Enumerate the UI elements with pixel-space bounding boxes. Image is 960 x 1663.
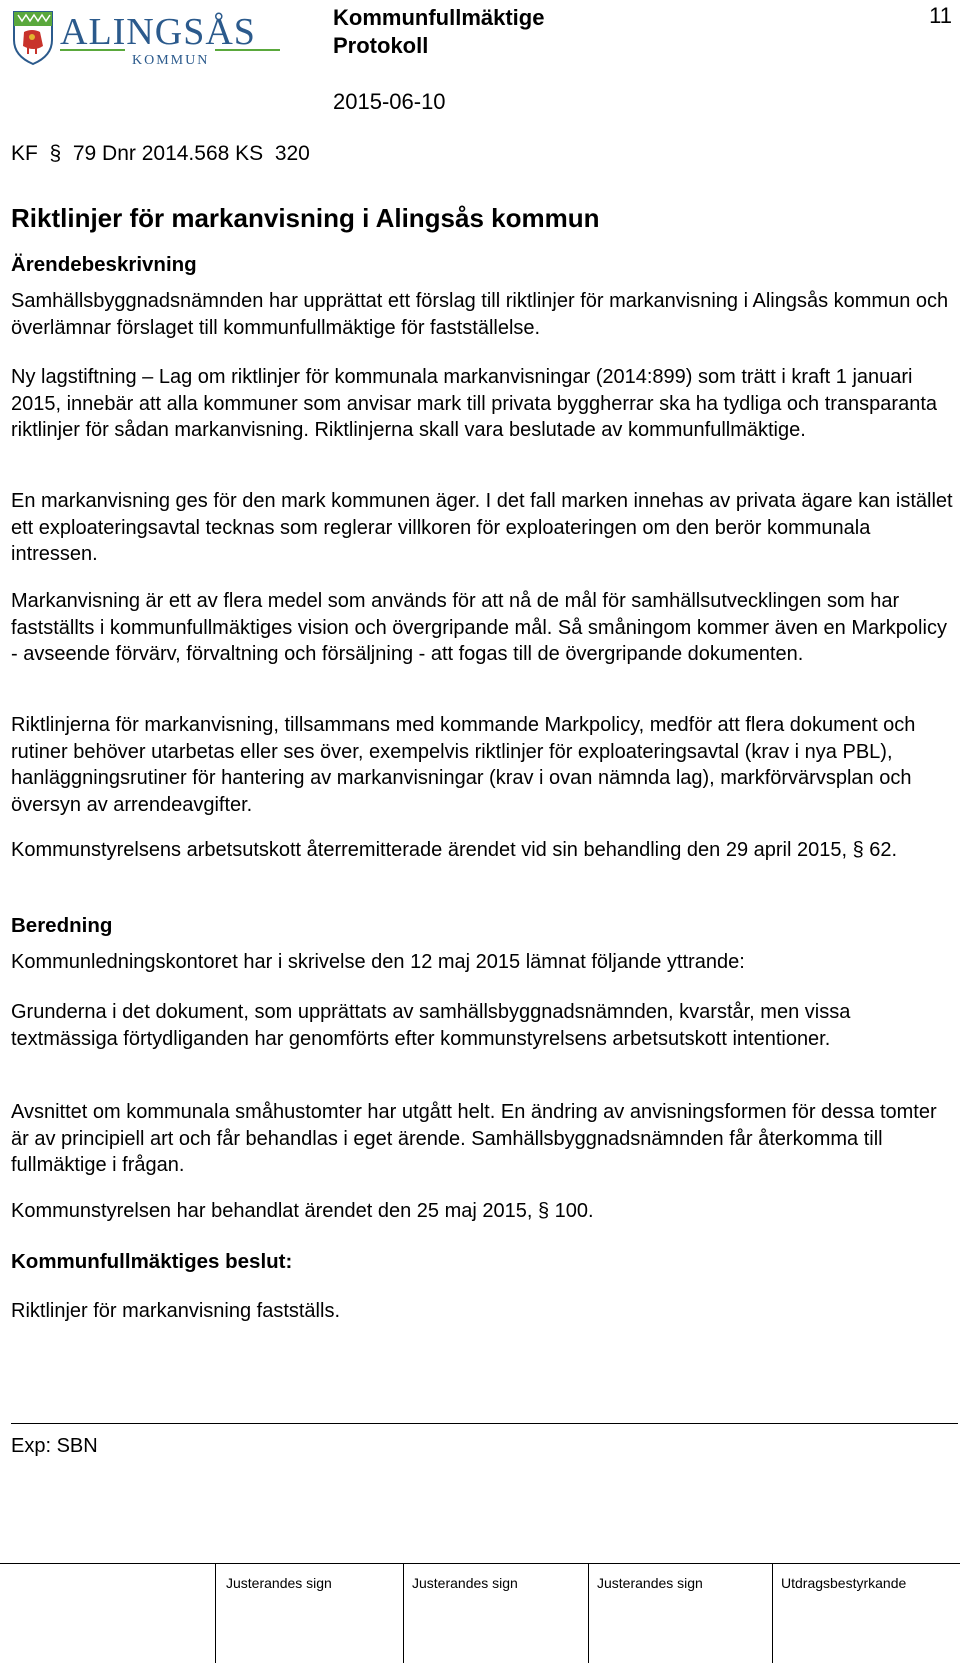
logo-subtext: KOMMUN (132, 53, 210, 68)
alingsas-logo (10, 6, 285, 68)
paragraph-4: Markanvisning är ett av flera medel som används för att nå de mål för samhällsutvecklingen som har fastställts i kommunfullmäktiges vision och övergripande mål. Så småningom kommer även en Markpolicy - avseende förvärv, förvaltning och försäljning - att fogas till de övergripande dokumenten. (11, 590, 947, 665)
signature-field-label: Justerandes sign (597, 1575, 703, 1591)
heading-beredning: Beredning (11, 914, 113, 937)
signature-field-label: Justerandes sign (412, 1575, 518, 1591)
signature-column-divider (588, 1563, 589, 1663)
paragraph-6: Kommunstyrelsens arbetsutskott återremitterade ärendet vid sin behandling den 29 april 2015, § 62. (11, 839, 898, 861)
org-title: Kommunfullmäktige (333, 5, 545, 30)
paragraph-7: Kommunledningskontoret har i skrivelse den 12 maj 2015 lämnat följande yttrande: (11, 951, 745, 973)
paragraph-3: En markanvisning ges för den mark kommunen äger. I det fall marken innehas av privata ägare kan istället ett exploateringsavtal tecknas som reglerar villkoren för exploateringen om den berör kommunala intressen. (11, 490, 953, 565)
paragraph-2: Ny lagstiftning – Lag om riktlinjer för kommunala markanvisningar (2014:899) som trätt i kraft 1 januari 2015, innebär att alla kommuner som anvisar mark till privata byggherrar ska ha tydliga och transparanta riktlinjer för sådan markanvisning. Riktlinjerna skall vara beslutade av kommunfullmäktige. (11, 366, 938, 441)
page-number: 11 (929, 3, 952, 28)
signature-column-divider (215, 1563, 216, 1663)
paragraph-11: Riktlinjer för markanvisning fastställs. (11, 1300, 340, 1322)
page-header (0, 0, 960, 120)
paragraph-8: Grunderna i det dokument, som upprättats av samhällsbyggnadsnämnden, kvarstår, men vissa textmässiga förtydliganden har genomförts efter kommunstyrelsens arbetsutskott intentioner. (11, 1001, 851, 1050)
expedition-note: Exp: SBN (11, 1435, 98, 1457)
paragraph-1: Samhällsbyggnadsnämnden har upprättat ett förslag till riktlinjer för markanvisning i Alingsås kommun och överlämnar förslaget till kommunfullmäktige för fastställelse. (11, 290, 949, 339)
paragraph-10: Kommunstyrelsen har behandlat ärendet den 25 maj 2015, § 100. (11, 1200, 594, 1222)
page-title: Riktlinjer för markanvisning i Alingsås kommun (11, 203, 600, 233)
heading-arendebeskrivning: Ärendebeskrivning (11, 253, 197, 276)
heading-beslut: Kommunfullmäktiges beslut: (11, 1250, 293, 1273)
signature-column-divider (403, 1563, 404, 1663)
paragraph-5: Riktlinjerna för markanvisning, tillsammans med kommande Markpolicy, medför att flera dokument och rutiner behöver utarbetas eller ses över, exempelvis riktlinjer för exploateringsavtal (krav i nya PBL), hanläggningsrutiner för hantering av markanvisningar (krav i ovan nämnda lag), markförvärvsplan och översyn av arrendeavgifter. (11, 714, 916, 816)
meeting-date: 2015-06-10 (333, 89, 446, 114)
divider (11, 1423, 958, 1424)
paragraph-9: Avsnittet om kommunala småhustomter har utgått helt. En ändring av anvisningsformen för dessa tomter är av principiell art och får behandlas i eget ärende. Samhällsbyggnadsnämnden får återkomma till fullmäktige i frågan. (11, 1101, 937, 1176)
signature-column-divider (772, 1563, 773, 1663)
case-reference: KF § 79 Dnr 2014.568 KS 320 (11, 142, 310, 165)
signature-row-divider (0, 1563, 960, 1564)
document-type: Protokoll (333, 33, 429, 58)
signature-field-label: Justerandes sign (226, 1575, 332, 1591)
certification-field-label: Utdragsbestyrkande (781, 1575, 907, 1591)
logo-wordmark: ALINGSÅS (60, 11, 256, 53)
